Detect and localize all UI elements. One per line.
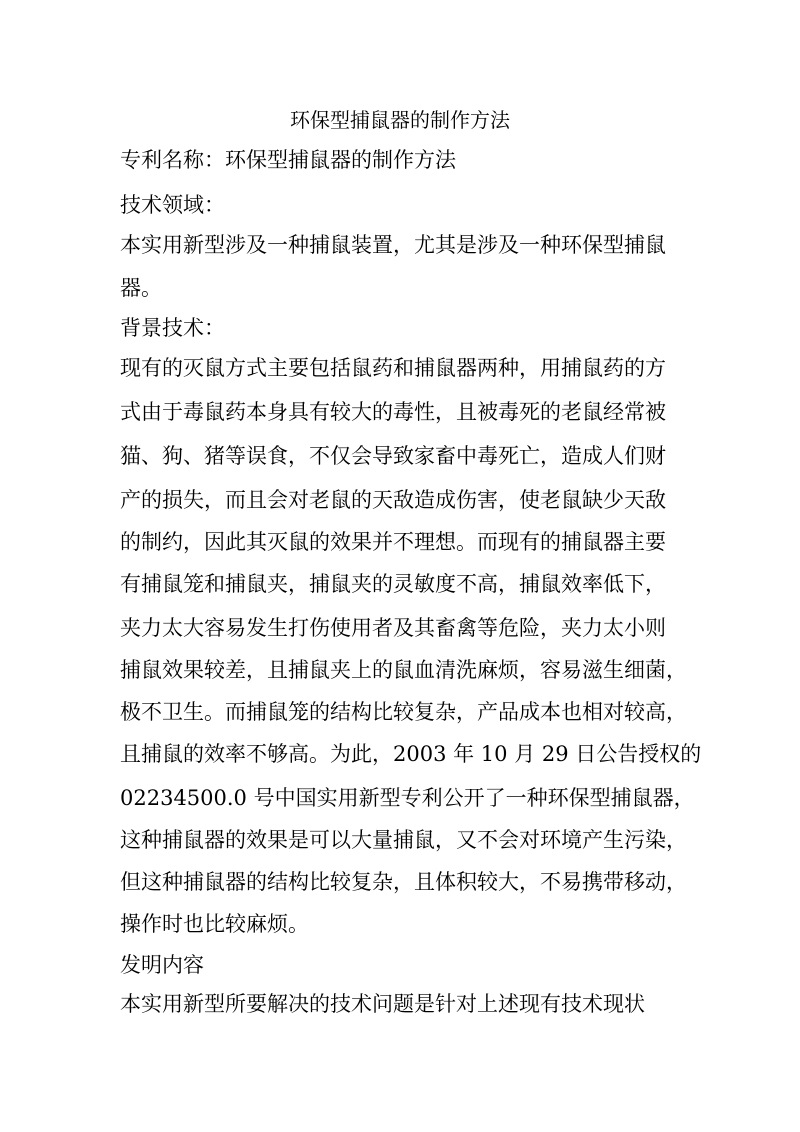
text-line: 极不卫生。而捕鼠笼的结构比较复杂，产品成本也相对较高， (120, 700, 687, 724)
section-heading-invention: 发明内容 (120, 953, 204, 977)
text-line: 本实用新型涉及一种捕鼠装置，尤其是涉及一种环保型捕鼠 (120, 233, 666, 257)
text-line: 猫、狗、猪等误食，不仅会导致家畜中毒死亡，造成人们财 (120, 444, 666, 468)
text-line: 操作时也比较麻烦。 (120, 912, 309, 936)
text-line: 本实用新型所要解决的技术问题是针对上述现有技术现状 (120, 992, 645, 1016)
text-line: 但这种捕鼠器的结构比较复杂，且体积较大，不易携带移动， (120, 870, 687, 894)
text-line: 02234500.0 号中国实用新型专利公开了一种环保型捕鼠器， (120, 786, 695, 810)
text-line: 捕鼠效果较差，且捕鼠夹上的鼠血清洗麻烦，容易滋生细菌， (120, 658, 687, 682)
text-line: 器。 (120, 276, 162, 300)
text-line: 式由于毒鼠药本身具有较大的毒性，且被毒死的老鼠经常被 (120, 400, 666, 424)
section-heading-background: 背景技术： (120, 316, 225, 340)
text-line: 这种捕鼠器的效果是可以大量捕鼠，又不会对环境产生污染， (120, 828, 687, 852)
text-line: 产的损失，而且会对老鼠的天敌造成伤害，使老鼠缺少天敌 (120, 488, 666, 512)
text-line: 夹力太大容易发生打伤使用者及其畜禽等危险，夹力太小则 (120, 616, 666, 640)
text-line: 现有的灭鼠方式主要包括鼠药和捕鼠器两种，用捕鼠药的方 (120, 356, 666, 380)
text-line-patent-name: 专利名称：环保型捕鼠器的制作方法 (120, 148, 456, 172)
text-line: 有捕鼠笼和捕鼠夹，捕鼠夹的灵敏度不高，捕鼠效率低下， (120, 572, 666, 596)
text-line: 的制约，因此其灭鼠的效果并不理想。而现有的捕鼠器主要 (120, 530, 666, 554)
section-heading-tech-field: 技术领域： (120, 193, 225, 217)
text-line: 且捕鼠的效率不够高。为此，2003 年 10 月 29 日公告授权的 (120, 742, 702, 766)
document-title: 环保型捕鼠器的制作方法 (290, 108, 510, 132)
